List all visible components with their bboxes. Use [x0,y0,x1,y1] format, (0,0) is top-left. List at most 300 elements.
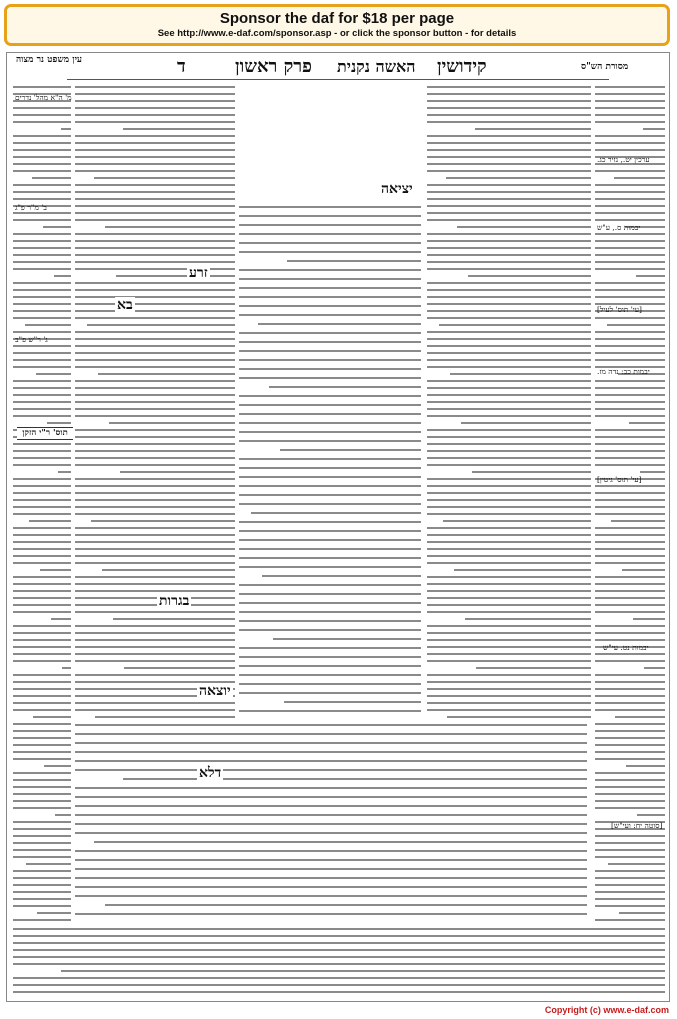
text-line [636,275,665,277]
text-line [626,765,665,767]
text-line [595,737,665,739]
text-line [595,100,665,102]
text-line [595,359,665,361]
text-line [75,352,235,354]
text-line [13,464,71,466]
text-line [427,688,591,690]
text-line [427,380,591,382]
text-line [75,513,235,515]
text-line [13,506,71,508]
text-line [427,576,591,578]
text-line [427,681,591,683]
copyright-link[interactable]: Copyright (c) www.e-daf.com [544,1005,669,1015]
text-line [595,884,665,886]
text-line [75,450,235,452]
text-line [75,506,235,508]
text-line [595,604,665,606]
text-line [427,282,591,284]
text-line [44,765,71,767]
text-line [75,724,587,726]
margin-ref: ערכין יט., נזיר כג. [597,155,650,164]
text-line [13,956,665,958]
text-line [273,638,421,640]
text-line [427,457,591,459]
text-line [427,653,591,655]
text-line [614,177,665,179]
text-line [75,625,235,627]
text-line [75,268,235,270]
text-line [75,429,235,431]
text-line [75,485,235,487]
text-line [75,639,235,641]
text-line [427,590,591,592]
text-line [595,639,665,641]
text-line [13,632,71,634]
text-line [427,674,591,676]
text-line [13,723,71,725]
text-line [36,373,71,375]
text-line [51,618,71,620]
text-line [619,912,665,914]
text-line [595,919,665,921]
text-line [102,569,235,571]
text-line [595,499,665,501]
text-line [269,386,421,388]
text-line [13,674,71,676]
text-line [262,575,421,577]
text-line [643,128,665,130]
text-line [13,583,71,585]
text-line [427,513,591,515]
text-line [239,557,421,559]
text-line [239,377,421,379]
text-line [13,415,71,417]
text-line [427,156,591,158]
text-line [427,443,591,445]
text-line [427,121,591,123]
text-line [75,401,235,403]
text-line [595,744,665,746]
text-line [595,352,665,354]
text-line [427,562,591,564]
text-line [75,632,235,634]
text-line [75,583,235,585]
text-line [427,289,591,291]
text-line [427,583,591,585]
text-line [75,170,235,172]
text-line [75,107,235,109]
text-line [450,373,591,375]
text-line [13,387,71,389]
text-line [427,100,591,102]
text-line [75,576,235,578]
text-line [75,233,235,235]
text-line [476,667,591,669]
text-line [595,401,665,403]
text-line [427,142,591,144]
text-line [427,233,591,235]
text-line [595,212,665,214]
catchword-dela: דלא [199,765,222,781]
text-line [75,135,235,137]
text-line [427,149,591,151]
text-line [13,303,71,305]
text-line [13,779,71,781]
text-line [13,758,71,760]
text-line [427,401,591,403]
text-line [75,345,235,347]
text-line [75,787,587,789]
text-line [427,359,591,361]
text-line [595,240,665,242]
masechet-title: קידושין [437,56,487,77]
text-line [595,331,665,333]
text-line [446,177,591,179]
text-line [595,625,665,627]
text-line [427,541,591,543]
text-line [239,485,421,487]
daf-number: ד [177,56,186,77]
text-line [13,478,71,480]
text-line [595,800,665,802]
text-line [75,436,235,438]
text-line [61,970,665,972]
text-line [595,191,665,193]
text-line [595,842,665,844]
text-line [94,841,587,843]
text-line [239,656,421,658]
text-line [13,884,71,886]
text-line [427,702,591,704]
text-line [25,324,71,326]
text-line [75,548,235,550]
text-line [461,422,591,424]
text-line [105,904,587,906]
text-line [75,604,235,606]
text-line [595,205,665,207]
text-line [595,695,665,697]
text-line [595,611,665,613]
text-line [13,562,71,564]
chapter-name: האשה נקנית [337,57,416,76]
text-line [427,366,591,368]
text-line [75,408,235,410]
text-line [447,716,591,718]
text-line [120,471,235,473]
text-line [54,275,71,277]
text-line [595,562,665,564]
text-line [13,156,71,158]
text-line [13,345,71,347]
text-line [595,590,665,592]
text-line [595,548,665,550]
text-line [26,863,71,865]
text-line [13,625,71,627]
text-line [75,742,587,744]
text-line [239,683,421,685]
text-line [595,184,665,186]
text-line [239,521,421,523]
text-line [13,702,71,704]
text-line [595,583,665,585]
text-line [280,449,421,451]
catchword-yotzet: יוצאה [199,683,231,699]
text-line [75,597,235,599]
text-line [13,681,71,683]
margin-ref: [עי' תוס' לעיל] [597,305,642,314]
text-line [13,977,665,979]
text-line [239,287,421,289]
text-line [75,660,235,662]
text-line [13,170,71,172]
chapter-title: פרק ראשון [235,56,312,77]
text-line [427,660,591,662]
text-line [75,886,587,888]
text-line [75,247,235,249]
text-line [595,793,665,795]
text-line [13,135,71,137]
text-line [239,467,421,469]
text-line [239,206,421,208]
text-line [13,352,71,354]
text-line [595,527,665,529]
text-line [239,440,421,442]
text-line [13,359,71,361]
text-line [13,380,71,382]
text-line [75,254,235,256]
text-line [239,710,421,712]
text-line [239,332,421,334]
text-line [239,368,421,370]
text-line [13,919,71,921]
text-line [75,674,235,676]
text-line [239,665,421,667]
text-line [595,415,665,417]
margin-ref: [עי' תוס' גיטין] [597,475,642,484]
text-line [595,653,665,655]
text-line [75,877,587,879]
talmud-page [6,52,670,1002]
text-line [284,701,421,703]
text-line [13,240,71,242]
text-line [13,86,71,88]
text-line [75,205,235,207]
text-line [13,949,665,951]
text-line [13,639,71,641]
text-line [239,350,421,352]
text-line [75,796,587,798]
text-line [75,142,235,144]
text-line [13,548,71,550]
text-line [13,394,71,396]
text-line [13,688,71,690]
text-line [75,850,587,852]
text-line [427,394,591,396]
text-line [427,415,591,417]
text-line [13,660,71,662]
text-line [75,769,587,771]
text-line [13,793,71,795]
text-line [13,254,71,256]
text-line [75,121,235,123]
sponsor-banner-title[interactable]: Sponsor the daf for $18 per page [219,10,455,27]
text-line [75,751,587,753]
text-line [595,289,665,291]
catchword-ba: בא [117,297,133,313]
text-line [427,555,591,557]
text-line [427,170,591,172]
text-line [595,674,665,676]
right-margin-notes [595,83,665,923]
text-line [13,877,71,879]
text-line [595,688,665,690]
text-line [427,436,591,438]
text-line [13,310,71,312]
text-line [13,842,71,844]
text-line [75,702,235,704]
text-line [13,807,71,809]
text-line [13,212,71,214]
text-line [427,506,591,508]
text-line [239,629,421,631]
text-line [427,450,591,452]
text-line [239,548,421,550]
text-line [13,282,71,284]
text-line [13,590,71,592]
text-line [427,247,591,249]
text-line [595,457,665,459]
margin-ref: יבמות נט. עי"ש [603,643,649,652]
text-line [595,597,665,599]
text-line [595,555,665,557]
text-line [239,458,421,460]
text-line [13,408,71,410]
text-line [622,569,665,571]
tosafot-column [75,83,235,721]
text-line [75,387,235,389]
text-line [595,751,665,753]
text-line [75,240,235,242]
text-line [75,814,587,816]
text-line [607,324,665,326]
text-line [427,268,591,270]
text-line [595,121,665,123]
text-line [427,548,591,550]
margin-ref: יבמות כב: נדה מז. [597,367,650,376]
text-line [427,338,591,340]
text-line [595,135,665,137]
text-line [427,478,591,480]
text-line [595,170,665,172]
text-line [13,555,71,557]
text-line [13,653,71,655]
text-line [75,457,235,459]
catchword-zera: זרע [189,265,208,281]
text-line [427,296,591,298]
text-line [13,149,71,151]
text-line [13,604,71,606]
text-line [239,611,421,613]
text-line [427,639,591,641]
text-line [75,184,235,186]
text-line [13,597,71,599]
text-line [427,597,591,599]
text-line [75,394,235,396]
text-line [13,107,71,109]
text-line [75,499,235,501]
text-line [595,849,665,851]
text-line [595,247,665,249]
text-line [427,198,591,200]
text-line [595,317,665,319]
text-line [595,681,665,683]
sponsor-banner[interactable] [4,4,670,46]
text-line [475,128,591,130]
text-line [75,303,235,305]
text-line [239,296,421,298]
text-line [75,868,587,870]
text-line [427,135,591,137]
text-line [239,422,421,424]
text-line [75,913,587,915]
text-line [58,471,71,473]
text-line [427,534,591,536]
text-line [43,226,71,228]
text-line [427,317,591,319]
bottom-commentary [13,925,665,995]
text-line [595,492,665,494]
text-line [75,86,235,88]
text-line [13,191,71,193]
text-line [595,394,665,396]
text-line [13,905,71,907]
text-line [427,184,591,186]
text-line [468,275,591,277]
margin-ref: ג' ר"ש פ"ב [15,335,48,344]
text-line [239,503,421,505]
text-line [427,492,591,494]
text-line [13,261,71,263]
text-line [644,667,665,669]
text-line [239,224,421,226]
text-line [32,177,71,179]
text-line [595,723,665,725]
text-line [595,198,665,200]
text-line [258,323,421,325]
text-line [98,373,235,375]
sponsor-banner-subtitle[interactable]: See http://www.e-daf.com/sponsor.asp - or click the sponsor button - for details [157,28,517,39]
text-line [595,429,665,431]
text-line [13,856,71,858]
text-line [62,667,71,669]
text-line [595,408,665,410]
text-line [13,772,71,774]
text-line [13,751,71,753]
margin-ref: יבמות ס., ע"ש [597,223,641,232]
text-line [75,93,235,95]
text-line [75,366,235,368]
text-line [75,380,235,382]
text-line [427,107,591,109]
text-line [13,485,71,487]
text-line [287,260,421,262]
text-line [13,828,71,830]
text-line [75,823,587,825]
text-line [427,632,591,634]
text-line [427,464,591,466]
text-line [13,898,71,900]
text-line [595,898,665,900]
